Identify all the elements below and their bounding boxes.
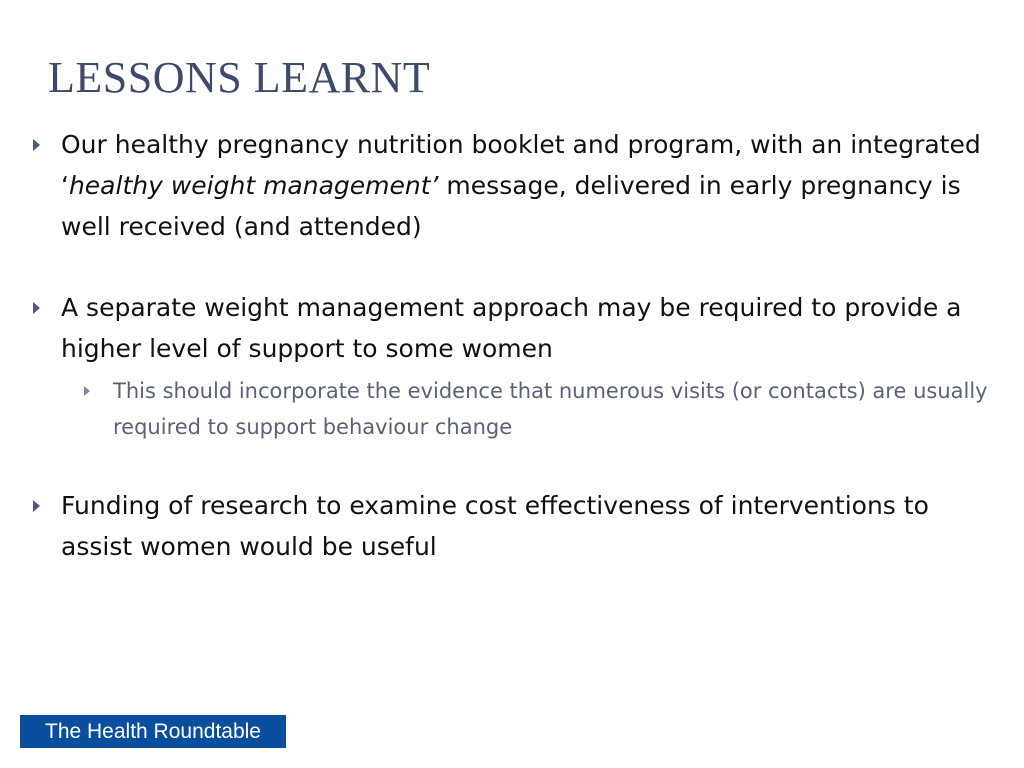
sub-bullet-arrow-icon: [84, 386, 90, 396]
bullet-text: [61, 130, 981, 241]
bullet-list: [30, 124, 1000, 567]
slide-title: LESSONS LEARNT: [48, 53, 431, 102]
bullet-item: [30, 124, 1000, 247]
bullet-arrow-icon: [33, 302, 40, 314]
bullet-item: [30, 485, 1000, 567]
sub-bullet-item: [61, 373, 1000, 445]
bullet-text-part: message, delivered in early pregnancy is well received (and attended): [61, 171, 961, 241]
sub-bullet-list: [61, 373, 1000, 445]
bullet-arrow-icon: [33, 500, 40, 512]
sub-bullet-text: This should incorporate the evidence that numerous visits (or contacts) are usually required to support behaviour change: [113, 379, 988, 439]
bullet-item: [30, 287, 1000, 445]
bullet-text-part: Our healthy pregnancy nutrition booklet and program, with an integrated ‘: [61, 130, 981, 200]
bullet-arrow-icon: [33, 139, 40, 151]
bullet-text: Funding of research to examine cost effectiveness of interventions to assist women would be useful: [61, 491, 929, 561]
bullet-italic-text: healthy weight management’: [68, 171, 439, 200]
bullet-text: A separate weight management approach may be required to provide a higher level of support to some women: [61, 293, 962, 363]
health-roundtable-logo: The Health Roundtable: [20, 715, 286, 748]
